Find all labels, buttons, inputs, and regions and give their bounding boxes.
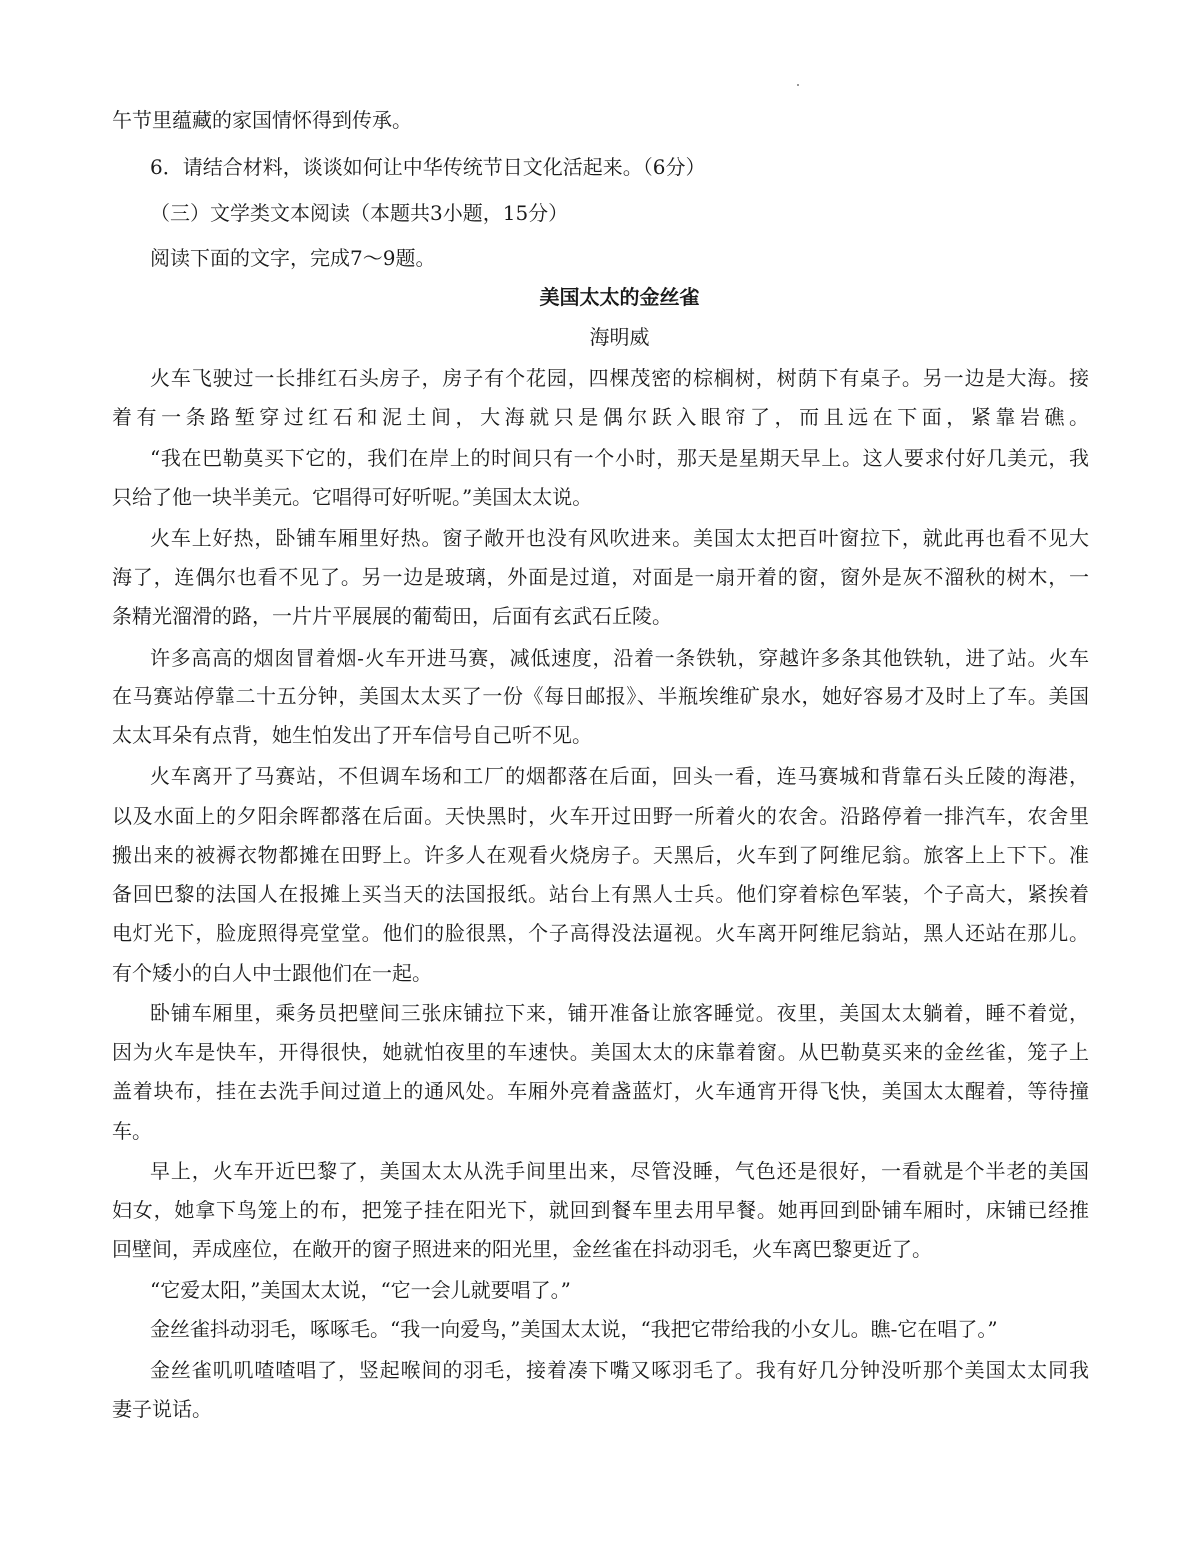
story-line: 以及水面上的夕阳余晖都落在后面。天快黑时，火车开过田野一所着火的农舍。沿路停着一排汽车，农舍里	[112, 804, 1089, 828]
story-line: 妻子说话。	[112, 1397, 212, 1421]
story-line: 许多高高的烟囱冒着烟-火车开进马赛，减低速度，沿着一条铁轨，穿越许多条其他铁轨，进了站。火车	[150, 646, 1089, 670]
story-line: 早上，火车开近巴黎了，美国太太从洗手间里出来，尽管没睡，气色还是很好，一看就是个半老的美国	[150, 1159, 1089, 1183]
story-line: 电灯光下，脸庞照得亮堂堂。他们的脸很黑，个子高得没法逼视。火车离开阿维尼翁站，黑人还站在那儿。	[112, 921, 1089, 945]
story-line: 有个矮小的白人中士跟他们在一起。	[112, 961, 432, 985]
story-line: 搬出来的被褥衣物都摊在田野上。许多人在观看火烧房子。天黑后，火车到了阿维尼翁。旅客上上下下。准	[112, 843, 1089, 867]
story-line: 火车离开了马赛站，不但调车场和工厂的烟都落在后面，回头一看，连马赛城和背靠石头丘陵的海港，	[150, 764, 1089, 788]
story-line: 车。	[112, 1119, 152, 1143]
story-line: 回壁间，弄成座位，在敞开的窗子照进来的阳光里，金丝雀在抖动羽毛，火车离巴黎更近了。	[112, 1237, 932, 1261]
story-line: 只给了他一块半美元。它唱得可好听呢。”美国太太说。	[112, 485, 593, 509]
story-line: 海了，连偶尔也看不见了。另一边是玻璃，外面是过道，对面是一扇开着的窗，窗外是灰不溜秋的树木，一	[112, 565, 1089, 589]
story-line: 卧铺车厢里，乘务员把壁间三张床铺拉下来，铺开准备让旅客睡觉。夜里，美国太太躺着，睡不着觉，	[150, 1001, 1089, 1025]
section-heading: （三）文学类文本阅读（本题共3小题，15分）	[150, 201, 569, 225]
story-line: 金丝雀抖动羽毛，啄啄毛。“我一向爱鸟，”美国太太说，“我把它带给我的小女儿。瞧-它在唱了。”	[150, 1317, 998, 1341]
story-line: “我在巴勒莫买下它的，我们在岸上的时间只有一个小时，那天是星期天早上。这人要求付好几美元，我	[150, 446, 1089, 470]
story-line: “它爱太阳，”美国太太说，“它一会儿就要唱了。”	[150, 1278, 571, 1302]
story-line: 盖着块布，挂在去洗手间过道上的通风处。车厢外亮着盏蓝灯，火车通宵开得飞快，美国太太醒着，等待撞	[112, 1079, 1089, 1103]
story-line: 火车飞驶过一长排红石头房子，房子有个花园，四棵茂密的棕榈树，树荫下有桌子。另一边是大海。接	[150, 366, 1089, 390]
story-line: 条精光溜滑的路，一片片平展展的葡萄田，后面有玄武石丘陵。	[112, 604, 672, 628]
story-line: 火车上好热，卧铺车厢里好热。窗子敞开也没有风吹进来。美国太太把百叶窗拉下，就此再也看不见大	[150, 526, 1089, 550]
story-line: 着有一条路堑穿过红石和泥土间，大海就只是偶尔跃入眼帘了，而且远在下面，紧靠岩礁。	[112, 405, 1089, 429]
story-line: 太太耳朵有点背，她生怕发出了开车信号自己听不见。	[112, 723, 592, 747]
story-author: 海明威	[589, 325, 650, 349]
reading-instruction: 阅读下面的文字，完成7～9题。	[150, 246, 436, 270]
story-line: 因为火车是快车，开得很快，她就怕夜里的车速快。美国太太的床靠着窗。从巴勒莫买来的金丝雀，笼子上	[112, 1040, 1089, 1064]
story-line: 妇女，她拿下鸟笼上的布，把笼子挂在阳光下，就回到餐车里去用早餐。她再回到卧铺车厢时，床铺已经推	[112, 1198, 1089, 1222]
scan-speck	[797, 84, 799, 86]
story-title: 美国太太的金丝雀	[539, 285, 700, 309]
continuation-line: 午节里蕴藏的家国情怀得到传承。	[112, 108, 412, 132]
story-line: 备回巴黎的法国人在报摊上买当天的法国报纸。站台上有黑人士兵。他们穿着棕色军装，个子高大，紧挨着	[112, 882, 1089, 906]
story-line: 金丝雀叽叽喳喳唱了，竖起喉间的羽毛，接着凑下嘴又啄羽毛了。我有好几分钟没听那个美国太太同我	[150, 1358, 1089, 1382]
question-6: 6．请结合材料，谈谈如何让中华传统节日文化活起来。（6分）	[150, 155, 706, 179]
story-line: 在马赛站停靠二十五分钟，美国太太买了一份《每日邮报》、半瓶埃维矿泉水，她好容易才及时上了车。美国	[112, 684, 1089, 708]
